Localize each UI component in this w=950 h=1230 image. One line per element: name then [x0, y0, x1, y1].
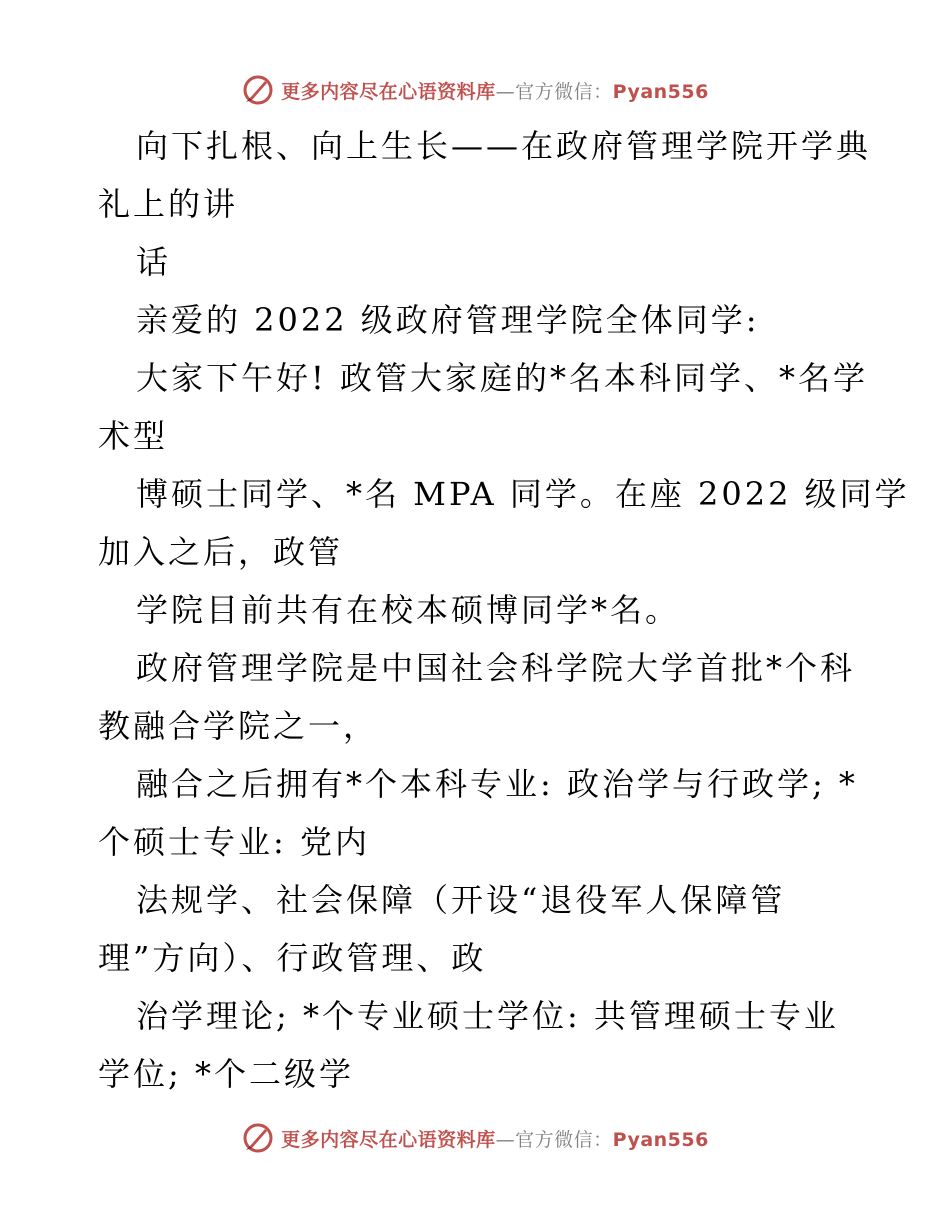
watermark-handle: Pyan556	[612, 80, 709, 103]
quill-seal-icon	[241, 1121, 275, 1155]
watermark-dash: —	[495, 1128, 516, 1151]
watermark-dash: —	[495, 80, 516, 103]
watermark-brand: 更多内容尽在心语资料库	[281, 1128, 496, 1151]
paragraph-line: 话	[136, 243, 172, 281]
paragraph-line-continued: 加入之后，政管	[98, 533, 344, 571]
footer-watermark	[0, 1118, 950, 1158]
paragraph-salutation	[98, 291, 858, 349]
paragraph-line: 学院目前共有在校本硕博同学*名。	[136, 591, 681, 629]
paragraph-line: 亲爱的 2022 级政府管理学院全体同学:	[136, 301, 760, 339]
paragraph-line: 政府管理学院是中国社会科学院大学首批*个科	[136, 649, 856, 687]
paragraph-line: 融合之后拥有*个本科专业: 政治学与行政学; *	[136, 765, 858, 803]
paragraph	[98, 581, 858, 639]
paragraph	[98, 755, 858, 871]
paragraph-line: 向下扎根、向上生长——在政府管理学院开学典	[136, 127, 872, 165]
paragraph	[98, 871, 858, 987]
paragraph	[98, 987, 858, 1103]
header-watermark	[0, 70, 950, 110]
quill-seal-icon	[241, 73, 275, 107]
paragraph-line: 治学理论; *个专业硕士学位: 共管理硕士专业	[136, 997, 839, 1035]
paragraph-line-continued: 教融合学院之一，	[98, 707, 379, 745]
paragraph-line-continued: 个硕士专业: 党内	[98, 823, 370, 861]
paragraph-title	[98, 117, 872, 233]
paragraph-line-continued: 理”方向）、行政管理、政	[98, 939, 487, 977]
paragraph-line-continued: 礼上的讲	[98, 185, 239, 223]
paragraph	[98, 639, 858, 755]
watermark-label: 官方微信：	[515, 1128, 613, 1151]
paragraph	[98, 465, 910, 581]
paragraph-line-continued: 学位; *个二级学	[98, 1055, 354, 1093]
paragraph-line-continued: 术型	[98, 417, 169, 455]
paragraph-line: 法规学、社会保障（开设“退役军人保障管	[136, 881, 786, 919]
paragraph-line: 大家下午好! 政管大家庭的*名本科同学、*名学	[136, 359, 869, 397]
paragraph	[98, 349, 869, 465]
document-body	[98, 117, 910, 1103]
paragraph-line: 博硕士同学、*名 MPA 同学。在座 2022 级同学	[136, 475, 910, 513]
watermark-brand: 更多内容尽在心语资料库	[281, 80, 496, 103]
paragraph-title-end	[98, 233, 858, 291]
watermark-handle: Pyan556	[612, 1128, 709, 1151]
watermark-label: 官方微信：	[515, 80, 613, 103]
